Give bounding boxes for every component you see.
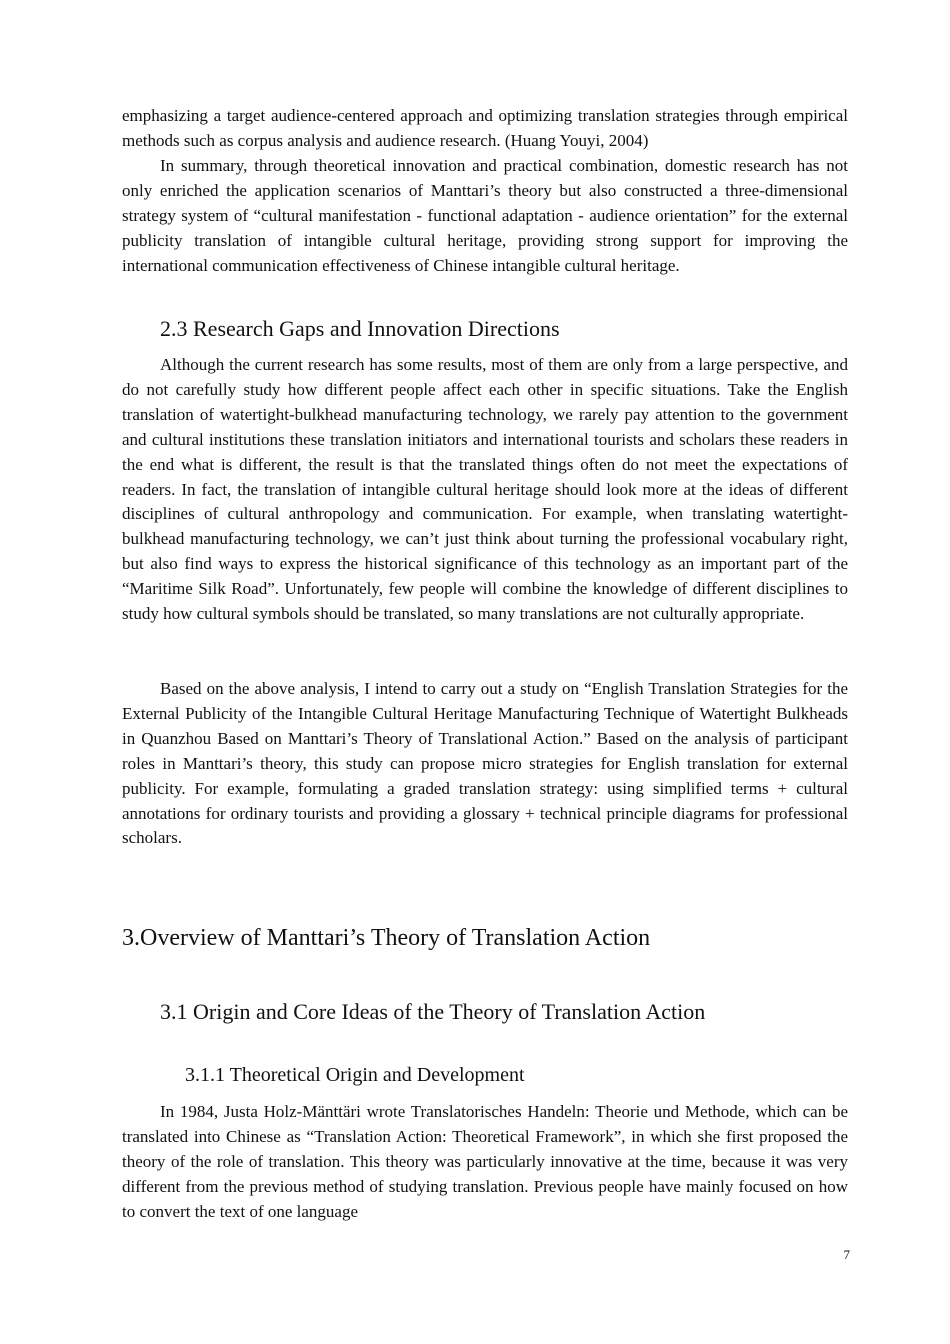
chapter-heading-3: 3.Overview of Manttari’s Theory of Translation Action — [122, 925, 651, 951]
section-heading-2-3: 2.3 Research Gaps and Innovation Directions — [160, 316, 560, 341]
paragraph-summary: In summary, through theoretical innovation and practical combination, domestic research has not only enriched the application scenarios of Manttari’s theory but also constructed a three-dimensional strategy system of “cultural manifestation - functional adaptation - audience orientation” for the external publicity translation of intangible cultural heritage, providing strong support for improving the international communication effectiveness of Chinese intangible cultural heritage. — [122, 156, 848, 275]
page-number: 7 — [843, 1247, 850, 1262]
paragraph-continuation: emphasizing a target audience-centered approach and optimizing translation strategies through empirical methods such as corpus analysis and audience research. (Huang Youyi, 2004) — [122, 106, 848, 150]
paragraph-research-gaps: Although the current research has some results, most of them are only from a large perspective, and do not carefully study how different people affect each other in specific situations. Take the English translation of watertight-bulkhead manufacturing technology, we rarely pay attention to the government and cultural institutions these translation initiators and international tourists and scholars these readers in the end what is different, the result is that the translated things often do not meet the expectations of readers. In fact, the translation of intangible cultural heritage should look more at the ideas of different disciplines of cultural anthropology and communication. For example, when translating watertight-bulkhead manufacturing technology, we can’t just think about turning the professional vocabulary right, but also find ways to express the historical significance of this technology as an important part of the “Maritime Silk Road”. Unfortunately, few people will combine the knowledge of different disciplines to study how cultural symbols should be translated, so many translations are not culturally appropriate. — [122, 355, 848, 624]
paragraph-study-proposal: Based on the above analysis, I intend to carry out a study on “English Translation Strategies for the External Publicity of the Intangible Cultural Heritage Manufacturing Technique of Watertight Bulkheads in Quanzhou Based on Manttari’s Theory of Translational Action.” Based on the analysis of participant roles in Manttari’s theory, this study can propose micro strategies for English translation for external publicity. For example, formulating a graded translation strategy: using simplified terms + cultural annotations for ordinary tourists and providing a glossary + technical principle diagrams for professional scholars. — [122, 679, 848, 848]
paragraph-theory-origin: In 1984, Justa Holz-Mänttäri wrote Translatorisches Handeln: Theorie und Methode, which can be translated into Chinese as “Translation Action: Theoretical Framework”, in which she first proposed the theory of the role of translation. This theory was particularly innovative at the time, because it was very different from the previous method of studying translation. Previous people have mainly focused on how to convert the text of one language — [122, 1102, 848, 1221]
subsection-heading-3-1-1: 3.1.1 Theoretical Origin and Development — [185, 1064, 525, 1086]
section-heading-3-1: 3.1 Origin and Core Ideas of the Theory of Translation Action — [160, 999, 706, 1024]
